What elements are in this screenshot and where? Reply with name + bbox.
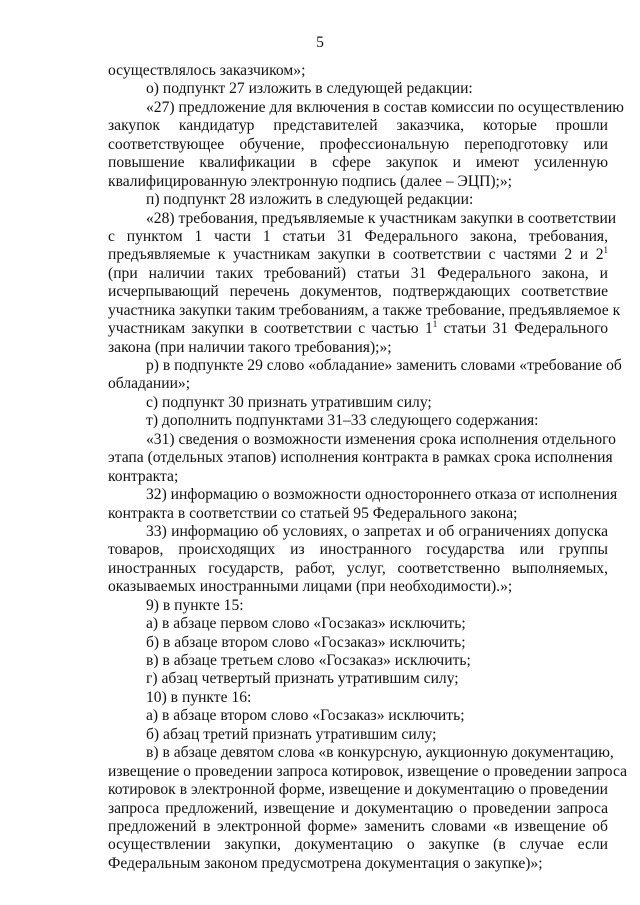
text-line: о) подпункт 27 изложить в следующей редакции: (146, 80, 473, 98)
text-line: квалифицированную электронную подпись (далее – ЭЦП);»; (108, 172, 513, 190)
text-line: котировок в электронной форме, извещение и документацию о проведении (108, 781, 608, 799)
text-line: товаров, происходящих из иностранного государства или группы (108, 541, 608, 559)
text-line: запроса предложений, извещение и документацию о проведении запроса (108, 799, 608, 817)
text-line: п) подпункт 28 изложить в следующей редакции: (146, 191, 474, 209)
text-line: осуществлении закупки, документацию о закупке (в случае если (108, 836, 608, 854)
text-line: а) в абзаце первом слово «Госзаказ» исключить; (146, 615, 466, 633)
text-line: 10) в пункте 16: (146, 688, 252, 706)
text-line: оказываемых иностранными лицами (при необходимости).»; (108, 578, 513, 596)
text-line: этапа (отдельных этапов) исполнения контракта в рамках срока исполнения (108, 449, 613, 467)
text-line: в) в абзаце третьем слово «Госзаказ» исключить; (146, 652, 471, 669)
text-line: (при наличии таких требований) статьи 31 Федерального закона, и (108, 264, 608, 282)
page-number: 5 (316, 34, 324, 51)
text-line: с пунктом 1 части 1 статьи 31 Федерального закона, требования, (108, 227, 608, 245)
text-line: в) в абзаце девятом слова «в конкурсную, аукционную документацию, (146, 744, 614, 762)
text-line: предложений в электронной форме» заменить словами «в извещение об (108, 817, 608, 835)
text-line: контракта; (108, 467, 179, 485)
text-line: контракта в соответствии со статьей 95 Федерального закона; (108, 504, 518, 522)
text-line: с) подпункт 30 признать утратившим силу; (146, 393, 432, 411)
text-line: иностранных государств, работ, услуг, соответственно выполняемых, (108, 559, 608, 577)
text-line: «28) требования, предъявляемые к участникам закупки в соответствии (146, 209, 617, 227)
text-line: закупок кандидатур представителей заказчика, которые прошли (108, 117, 608, 135)
text-line: 9) в пункте 15: (146, 596, 244, 614)
text-line: б) абзац третий признать утратившим силу; (146, 725, 437, 743)
text-line: исчерпывающий перечень документов, подтверждающих соответствие (108, 283, 608, 301)
text-line: предъявляемые к участникам закупки в соответствии с частями 2 и $2^1$ (108, 245, 608, 264)
text-line: участникам закупки в соответствии с частью $1^1$ статьи 31 Федерального (108, 318, 609, 338)
text-line: повышение квалификации в сфере закупок и имеют усиленную (108, 154, 608, 172)
text-line: закона (при наличии такого требования);»; (108, 338, 392, 356)
text-line: соответствующее обучение, профессиональную переподготовку или (108, 135, 608, 153)
text-line: 32) информацию о возможности одностороннего отказа от исполнения (146, 486, 618, 504)
text-line: Федеральным законом предусмотрена документация о закупке)»; (108, 854, 543, 872)
text-line: участника закупки таким требованиям, а также требование, предъявляемое к (108, 301, 621, 319)
text-line: обладании»; (108, 375, 191, 393)
text-line: извещение о проведении запроса котировок, извещение о проведении запроса (108, 762, 628, 780)
text-line: б) в абзаце втором слово «Госзаказ» исключить; (146, 633, 466, 651)
text-line: осуществлялось заказчиком»; (108, 62, 306, 79)
text-line: 33) информацию об условиях, о запретах и об ограничениях допуска (146, 522, 608, 540)
text-line: а) в абзаце втором слово «Госзаказ» исключить; (146, 707, 465, 725)
text-line: т) дополнить подпунктами 31–33 следующего содержания: (146, 412, 539, 430)
text-line: «27) предложение для включения в состав комиссии по осуществлению (146, 98, 624, 116)
text-line: г) абзац четвертый признать утратившим силу; (146, 670, 459, 688)
document-body (108, 62, 628, 873)
text-line: «31) сведения о возможности изменения срока исполнения отдельного (146, 430, 616, 448)
text-line: р) в подпункте 29 слово «обладание» заменить словами «требование об (146, 357, 622, 374)
